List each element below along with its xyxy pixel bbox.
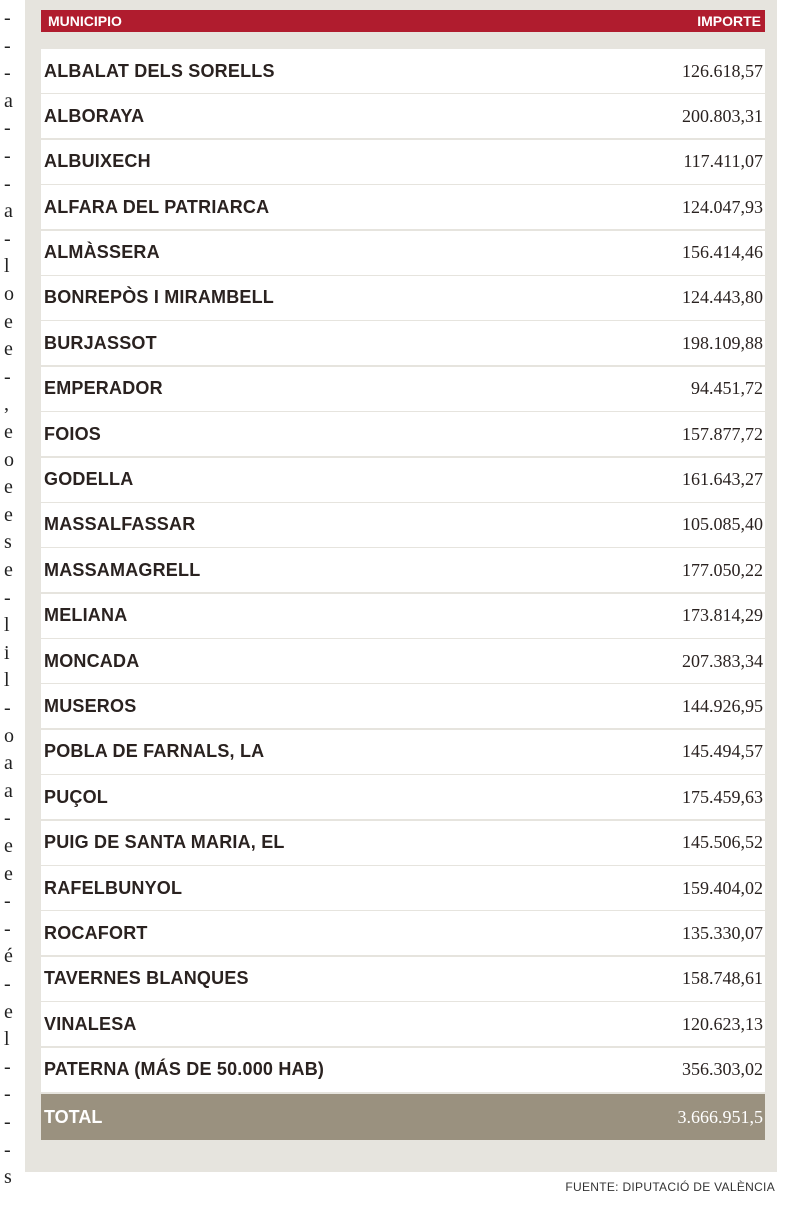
table-row — [41, 140, 765, 184]
header-importe: IMPORTE — [697, 13, 761, 29]
adjacent-article-text-fragment — [0, 0, 22, 1210]
margin-glyph: - — [4, 145, 11, 167]
importe-amount: 120.623,13 — [682, 1013, 763, 1034]
municipio-name: PUÇOL — [44, 786, 108, 807]
table-row — [41, 49, 765, 93]
importe-amount: 145.506,52 — [682, 832, 763, 853]
table-row — [41, 730, 765, 774]
importe-amount: 124.443,80 — [682, 287, 763, 308]
margin-glyph: - — [4, 1138, 11, 1161]
municipio-name: PUIG DE SANTA MARIA, EL — [44, 832, 285, 853]
margin-glyph: e — [4, 862, 13, 885]
importe-amount: 207.383,34 — [682, 650, 763, 671]
total-amount: 3.666.951,5 — [677, 1106, 763, 1127]
margin-glyph: - — [4, 586, 11, 609]
municipio-name: ALBORAYA — [44, 105, 145, 126]
margin-glyph: - — [4, 697, 11, 719]
table-row — [41, 957, 765, 1001]
table-header — [41, 10, 765, 32]
importe-amount: 126.618,57 — [682, 60, 763, 81]
margin-glyph: e — [4, 1000, 13, 1023]
margin-glyph: - — [4, 1111, 11, 1133]
margin-glyph: o — [4, 283, 14, 305]
margin-glyph: a — [4, 89, 13, 112]
margin-glyph: - — [4, 1083, 11, 1106]
municipio-name: ALBUIXECH — [44, 151, 151, 172]
table-row — [41, 185, 765, 229]
table-row — [41, 367, 765, 411]
margin-glyph: l — [4, 255, 10, 278]
importe-amount: 157.877,72 — [682, 423, 763, 444]
margin-glyph: - — [4, 34, 11, 57]
importe-amount: 356.303,02 — [682, 1059, 763, 1080]
importe-amount: 177.050,22 — [682, 559, 763, 580]
table-row — [41, 503, 765, 547]
table-row — [41, 684, 765, 728]
margin-glyph: - — [4, 62, 11, 85]
municipio-name: MONCADA — [44, 650, 140, 671]
margin-glyph: s — [4, 1166, 12, 1189]
importe-amount: 198.109,88 — [682, 332, 763, 353]
margin-glyph: o — [4, 448, 14, 471]
municipio-name: RAFELBUNYOL — [44, 877, 183, 898]
municipio-name: MUSEROS — [44, 695, 137, 716]
table-row — [41, 1048, 765, 1092]
margin-glyph: - — [4, 172, 11, 195]
municipio-name: ALMÀSSERA — [44, 242, 160, 263]
margin-glyph: i — [4, 641, 10, 664]
importe-amount: 94.451,72 — [691, 378, 763, 399]
margin-glyph: - — [4, 227, 11, 250]
importe-amount: 145.494,57 — [682, 741, 763, 762]
importe-amount: 161.643,27 — [682, 469, 763, 490]
margin-glyph: - — [4, 7, 11, 29]
margin-glyph: l — [4, 669, 10, 692]
municipio-name: GODELLA — [44, 469, 134, 490]
table-row — [41, 276, 765, 320]
margin-glyph: a — [4, 200, 13, 223]
header-municipio: MUNICIPIO — [48, 13, 122, 29]
table-row — [41, 231, 765, 275]
margin-glyph: s — [4, 531, 12, 554]
municipio-name: MASSAMAGRELL — [44, 559, 201, 580]
importe-amount: 175.459,63 — [682, 786, 763, 807]
importe-amount: 156.414,46 — [682, 242, 763, 263]
municipio-name: ROCAFORT — [44, 922, 148, 943]
total-label: TOTAL — [44, 1106, 103, 1127]
importe-amount: 135.330,07 — [682, 922, 763, 943]
municipio-name: ALFARA DEL PATRIARCA — [44, 196, 270, 217]
margin-glyph: é — [4, 945, 13, 968]
table-row — [41, 548, 765, 592]
table-row — [41, 1002, 765, 1046]
importe-amount: 117.411,07 — [683, 151, 763, 172]
table-row — [41, 866, 765, 910]
importe-amount: 159.404,02 — [682, 877, 763, 898]
importe-amount: 158.748,61 — [682, 968, 763, 989]
municipio-name: FOIOS — [44, 423, 102, 444]
municipio-name: ALBALAT DELS SORELLS — [44, 60, 275, 81]
margin-glyph: e — [4, 421, 13, 443]
importe-amount: 200.803,31 — [682, 105, 763, 126]
margin-glyph: a — [4, 752, 13, 775]
importe-amount: 173.814,29 — [682, 605, 763, 626]
importe-amount: 105.085,40 — [682, 514, 763, 535]
table-row — [41, 412, 765, 456]
table-row — [41, 94, 765, 138]
importe-amount: 144.926,95 — [682, 695, 763, 716]
margin-glyph: e — [4, 338, 13, 361]
table-row — [41, 775, 765, 819]
margin-glyph: e — [4, 310, 13, 333]
margin-glyph: e — [4, 476, 13, 499]
table-body — [41, 49, 765, 1093]
margin-glyph: e — [4, 835, 13, 857]
municipio-name: BURJASSOT — [44, 332, 157, 353]
total-row — [41, 1094, 765, 1140]
margin-glyph: o — [4, 724, 14, 747]
municipio-name: PATERNA (MÁS DE 50.000 HAB) — [44, 1059, 325, 1080]
margin-glyph: a — [4, 779, 13, 802]
margin-glyph: - — [4, 917, 11, 940]
table-row — [41, 594, 765, 638]
margin-glyph: - — [4, 365, 11, 388]
margin-glyph: e — [4, 559, 13, 581]
table-row — [41, 821, 765, 865]
margin-glyph: - — [4, 890, 11, 913]
importe-amount: 124.047,93 — [682, 196, 763, 217]
margin-glyph: l — [4, 614, 10, 637]
municipio-name: MASSALFASSAR — [44, 514, 196, 535]
table-row — [41, 458, 765, 502]
municipio-name: VINALESA — [44, 1013, 137, 1034]
municipio-name: MELIANA — [44, 605, 128, 626]
margin-glyph: - — [4, 1055, 11, 1078]
municipio-name: POBLA DE FARNALS, LA — [44, 741, 265, 762]
table-row — [41, 639, 765, 683]
margin-glyph: - — [4, 117, 11, 140]
municipio-name: TAVERNES BLANQUES — [44, 968, 249, 989]
table-row — [41, 321, 765, 365]
margin-glyph: e — [4, 503, 13, 526]
source-credit: FUENTE: DIPUTACIÓ DE VALÈNCIA — [565, 1180, 775, 1194]
table-row — [41, 911, 765, 955]
margin-glyph: , — [4, 393, 9, 416]
margin-glyph: - — [4, 807, 11, 830]
municipio-name: BONREPÒS I MIRAMBELL — [44, 287, 275, 308]
margin-glyph: - — [4, 973, 11, 995]
margin-glyph: l — [4, 1028, 10, 1051]
municipio-name: EMPERADOR — [44, 378, 163, 399]
